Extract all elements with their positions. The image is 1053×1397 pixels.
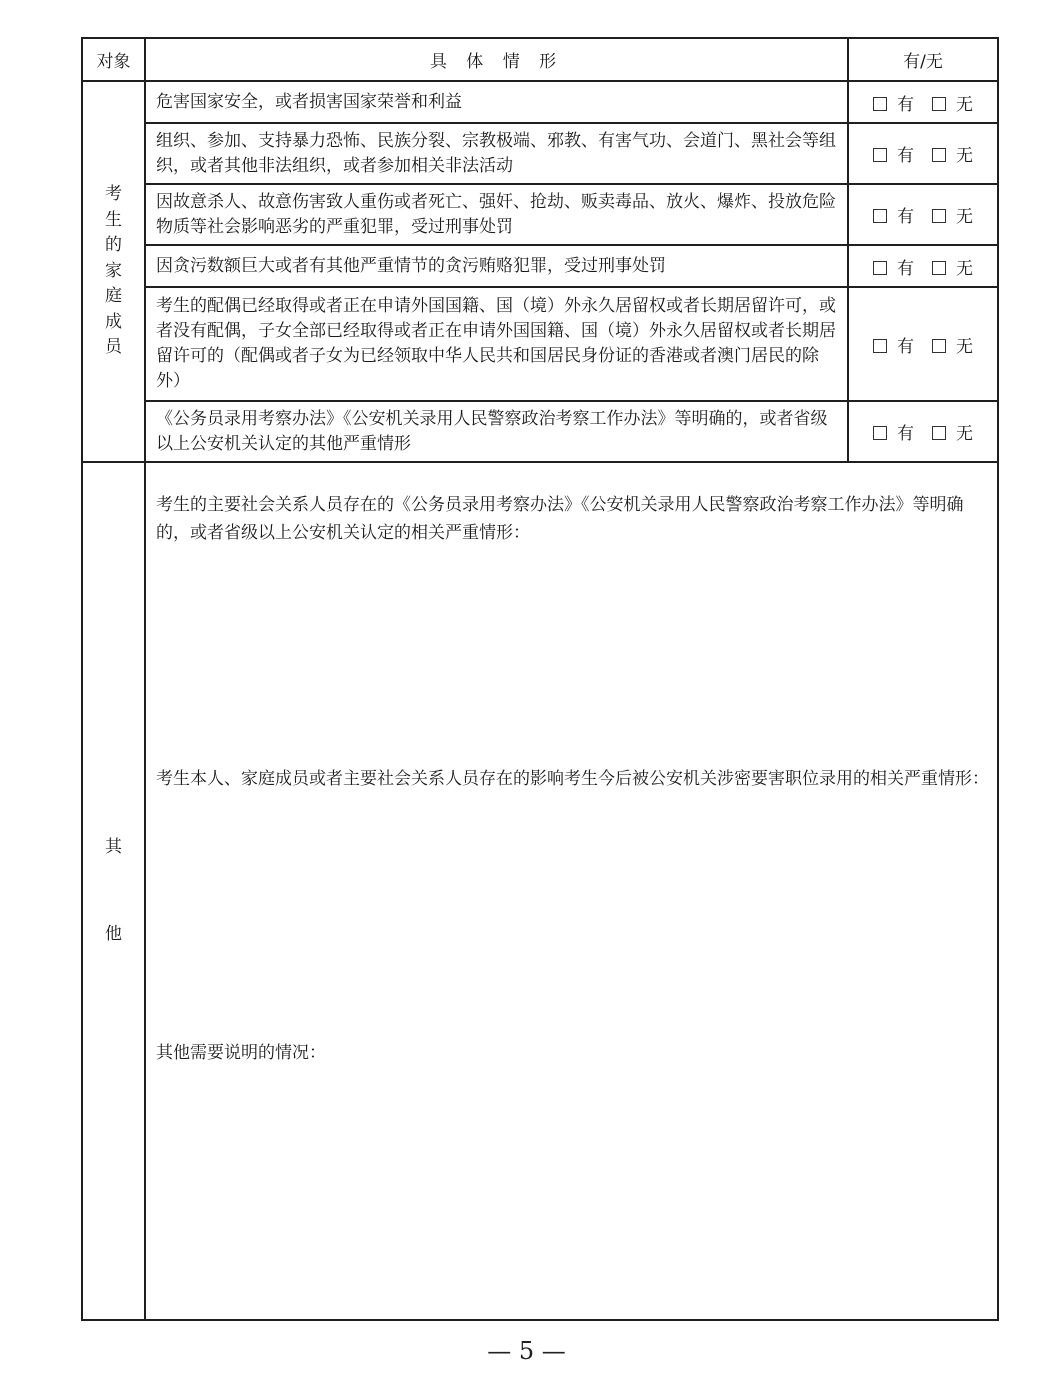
- yes-option[interactable]: 有: [873, 90, 914, 115]
- no-checkbox[interactable]: [932, 209, 946, 223]
- header-situation: 具 体 情 形: [145, 38, 848, 81]
- yes-no-cell: [848, 81, 998, 123]
- yes-no-cell: [848, 401, 998, 462]
- yes-checkbox[interactable]: [873, 426, 887, 440]
- yes-checkbox[interactable]: [873, 97, 887, 111]
- other-prompt-notes: 其他需要说明的情况：: [156, 1043, 326, 1063]
- yes-checkbox[interactable]: [873, 148, 887, 162]
- yes-option[interactable]: 有: [873, 419, 914, 444]
- no-option[interactable]: 无: [932, 141, 973, 166]
- no-option[interactable]: 无: [932, 332, 973, 357]
- header-row: [82, 38, 998, 81]
- family-row: [82, 184, 998, 245]
- no-checkbox[interactable]: [932, 339, 946, 353]
- no-checkbox[interactable]: [932, 261, 946, 275]
- other-label: 其 他: [82, 462, 145, 1320]
- no-option[interactable]: 无: [932, 419, 973, 444]
- yes-checkbox[interactable]: [873, 339, 887, 353]
- yes-option[interactable]: 有: [873, 202, 914, 227]
- other-prompt-classified: 考生本人、家庭成员或者主要社会关系人员存在的影响考生今后被公安机关涉密要害职位录用的相关严重情形：: [156, 769, 989, 789]
- yes-no-cell: [848, 184, 998, 245]
- no-checkbox[interactable]: [932, 148, 946, 162]
- no-checkbox[interactable]: [932, 426, 946, 440]
- yes-option[interactable]: 有: [873, 254, 914, 279]
- situation-text: 危害国家安全，或者损害国家荣誉和利益: [145, 81, 848, 123]
- yes-no-cell: [848, 245, 998, 287]
- yes-no-cell: [848, 287, 998, 401]
- situation-text: 因故意杀人、故意伤害致人重伤或者死亡、强奸、抢劫、贩卖毒品、放火、爆炸、投放危险物质等社会影响恶劣的严重犯罪，受过刑事处罚: [145, 184, 848, 245]
- other-situations-field[interactable]: [145, 462, 998, 1320]
- family-members-label: 考 生 的 家 庭 成 员: [82, 81, 145, 462]
- family-row: [82, 81, 998, 123]
- yes-option[interactable]: 有: [873, 332, 914, 357]
- yes-option[interactable]: 有: [873, 141, 914, 166]
- yes-checkbox[interactable]: [873, 209, 887, 223]
- yes-no-cell: [848, 123, 998, 184]
- situation-text: 因贪污数额巨大或者有其他严重情节的贪污贿赂犯罪，受过刑事处罚: [145, 245, 848, 287]
- situation-text: 考生的配偶已经取得或者正在申请外国国籍、国（境）外永久居留权或者长期居留许可，或者没有配偶，子女全部已经取得或者正在申请外国国籍、国（境）外永久居留权或者长期居留许可的（配偶或者子女为已经领取中华人民共和国居民身份证的香港或者澳门居民的除外）: [145, 287, 848, 401]
- no-checkbox[interactable]: [932, 97, 946, 111]
- situation-text: 组织、参加、支持暴力恐怖、民族分裂、宗教极端、邪教、有害气功、会道门、黑社会等组织，或者其他非法组织，或者参加相关非法活动: [145, 123, 848, 184]
- family-row: [82, 123, 998, 184]
- header-object: 对象: [82, 38, 145, 81]
- other-row: [82, 462, 998, 1320]
- no-option[interactable]: 无: [932, 254, 973, 279]
- family-row: [82, 401, 998, 462]
- other-prompt-relations: 考生的主要社会关系人员存在的《公务员录用考察办法》《公安机关录用人民警察政治考察工作办法》等明确的，或者省级以上公安机关认定的相关严重情形：: [156, 495, 964, 543]
- family-row: [82, 245, 998, 287]
- yes-checkbox[interactable]: [873, 261, 887, 275]
- no-option[interactable]: 无: [932, 202, 973, 227]
- header-yes-no: 有/无: [848, 38, 998, 81]
- page-number: — 5 —: [487, 1337, 566, 1365]
- family-row: [82, 287, 998, 401]
- situation-text: 《公务员录用考察办法》《公安机关录用人民警察政治考察工作办法》等明确的，或者省级以上公安机关认定的其他严重情形: [145, 401, 848, 462]
- no-option[interactable]: 无: [932, 90, 973, 115]
- vetting-form-table: [81, 37, 999, 1321]
